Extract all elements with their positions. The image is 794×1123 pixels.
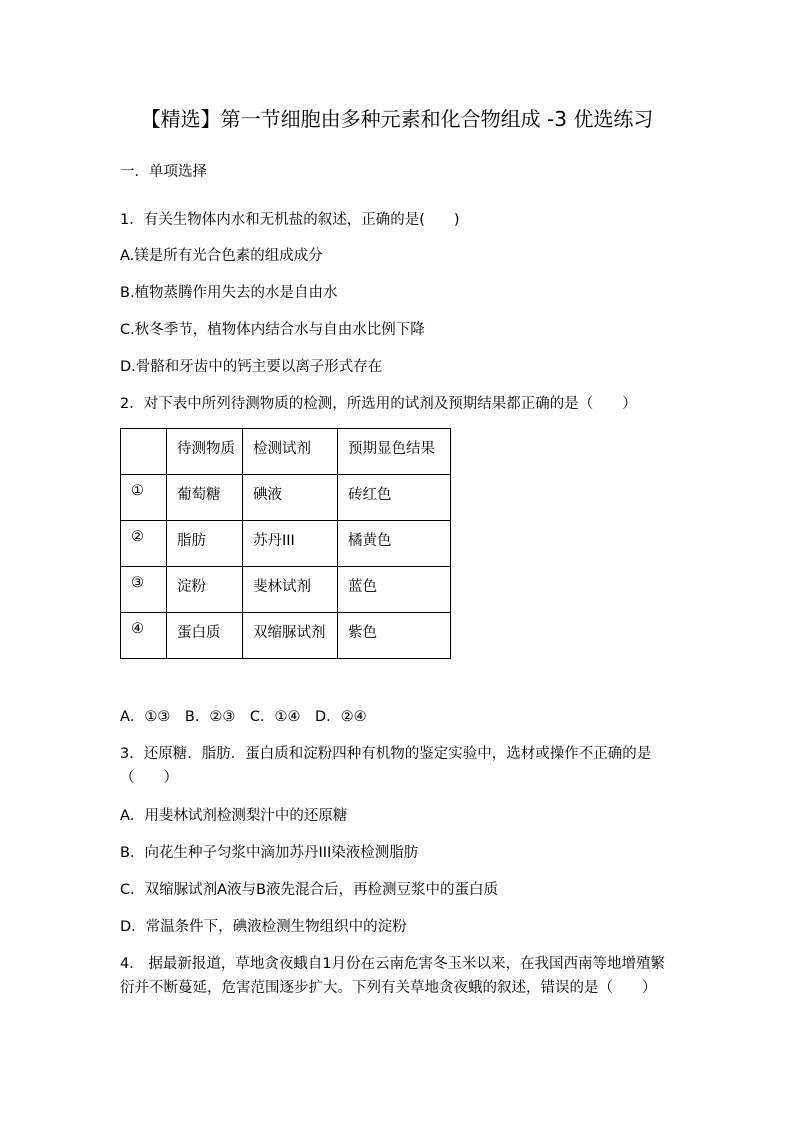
table-cell: 蛋白质 — [167, 613, 243, 659]
question-1-option-a: A.镁是所有光合色素的组成成分 — [120, 248, 323, 264]
table-cell: 脂肪 — [167, 521, 243, 567]
section-heading: 一．单项选择 — [120, 164, 207, 180]
table-cell: 双缩脲试剂 — [243, 613, 338, 659]
question-2-answer-choices: A．①③ B．②③ C．①④ D．②④ — [120, 709, 367, 725]
question-3-option-d: D．常温条件下，碘液检测生物组织中的淀粉 — [120, 919, 407, 935]
question-2-stem: 2．对下表中所列待测物质的检测，所选用的试剂及预期结果都正确的是（ ） — [120, 396, 637, 412]
table-header-cell — [121, 429, 167, 475]
table-row — [121, 475, 451, 521]
document-title: 【精选】第一节细胞由多种元素和化合物组成 -3 优选练习 — [140, 107, 654, 131]
question-1-option-d: D.骨骼和牙齿中的钙主要以离子形式存在 — [120, 359, 383, 375]
table-cell: 碘液 — [243, 475, 338, 521]
table-cell: 橘黄色 — [338, 521, 451, 567]
table-row — [121, 613, 451, 659]
table-cell: ③ — [121, 567, 167, 613]
question-4-stem-line-1: 4． 据最新报道，草地贪夜蛾自1月份在云南危害冬玉米以来，在我国西南等地增殖繁 — [120, 956, 666, 972]
table-cell: 苏丹III — [243, 521, 338, 567]
question-1-option-c: C.秋冬季节，植物体内结合水与自由水比例下降 — [120, 322, 425, 338]
table-cell: ① — [121, 475, 167, 521]
question-3-stem-line-2: （ ） — [120, 770, 178, 786]
question-3-option-a: A．用斐林试剂检测梨汁中的还原糖 — [120, 808, 348, 824]
table-cell: ② — [121, 521, 167, 567]
table-row — [121, 521, 451, 567]
table-header-cell: 待测物质 — [167, 429, 243, 475]
table-cell: 紫色 — [338, 613, 451, 659]
reagent-table — [120, 428, 451, 659]
table-cell: ④ — [121, 613, 167, 659]
table-cell: 淀粉 — [167, 567, 243, 613]
question-1-stem: 1．有关生物体内水和无机盐的叙述，正确的是( ) — [120, 212, 460, 228]
table-cell: 葡萄糖 — [167, 475, 243, 521]
question-3-option-b: B．向花生种子匀浆中滴加苏丹III染液检测脂肪 — [120, 845, 419, 861]
table-cell: 砖红色 — [338, 475, 451, 521]
table-header-cell: 检测试剂 — [243, 429, 338, 475]
question-3-option-c: C．双缩脲试剂A液与B液先混合后，再检测豆浆中的蛋白质 — [120, 882, 498, 898]
table-cell: 蓝色 — [338, 567, 451, 613]
table-row — [121, 567, 451, 613]
table-header-row — [121, 429, 451, 475]
question-4-stem-line-2: 衍并不断蔓延，危害范围逐步扩大。下列有关草地贪夜蛾的叙述，错误的是（ ） — [120, 980, 657, 996]
question-3-stem-line-1: 3．还原糖．脂肪．蛋白质和淀粉四种有机物的鉴定实验中，选材或操作不正确的是 — [120, 746, 652, 762]
table-header-cell: 预期显色结果 — [338, 429, 451, 475]
table-cell: 斐林试剂 — [243, 567, 338, 613]
question-1-option-b: B.植物蒸腾作用失去的水是自由水 — [120, 285, 338, 301]
